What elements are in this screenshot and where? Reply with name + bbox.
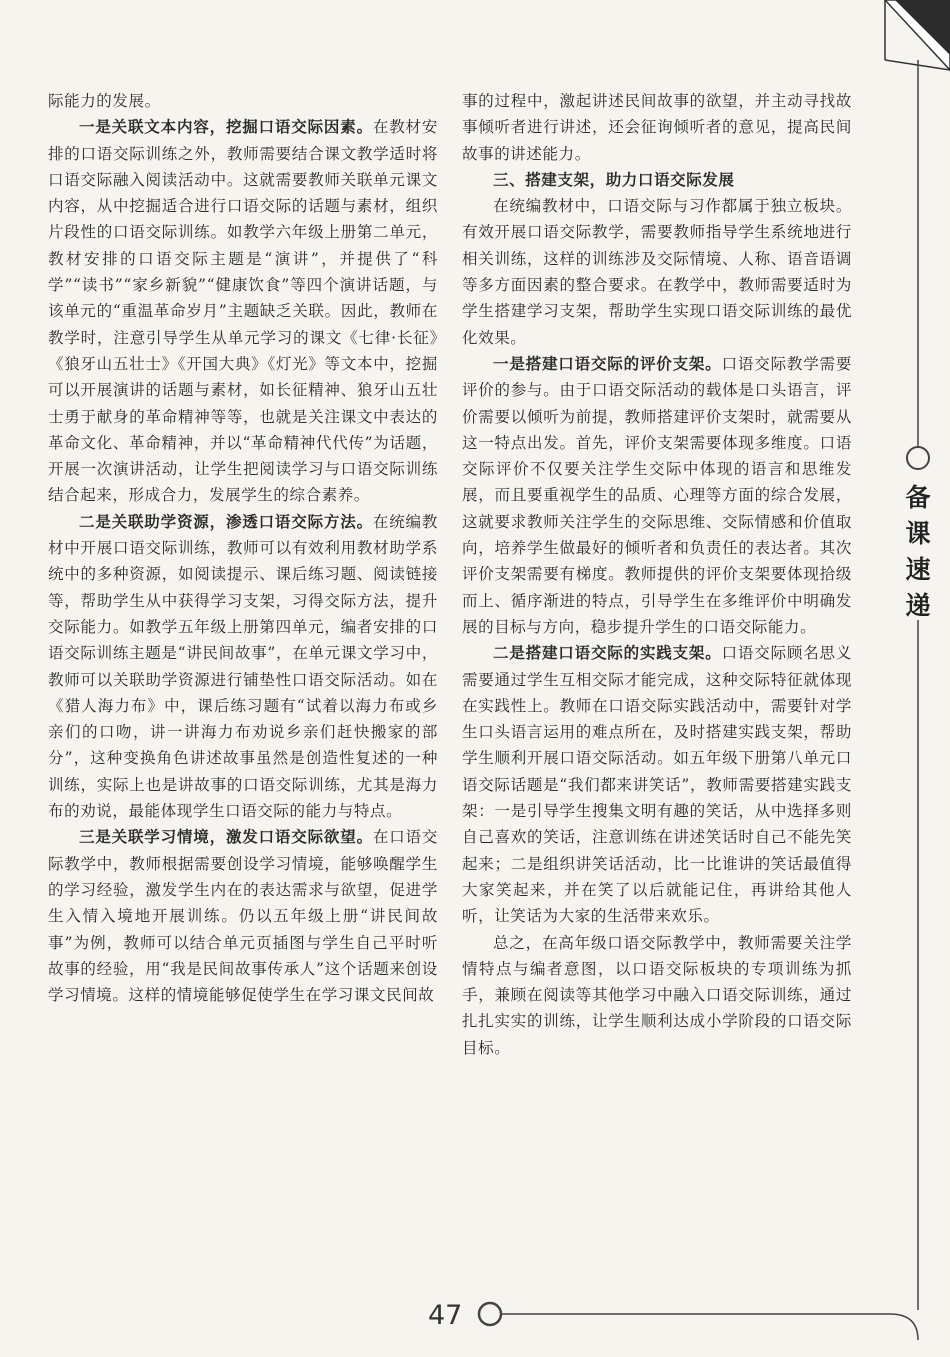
section-heading: 三、搭建支架，助力口语交际发展 <box>493 169 735 189</box>
page-number: 47 <box>428 1300 463 1331</box>
paragraph-3-lead: 三是关联学习情境，激发口语交际欲望。 <box>79 828 373 847</box>
corner-fold-icon <box>885 0 950 70</box>
paragraph-2-lead: 二是关联助学资源，渗透口语交际方法。 <box>79 512 373 531</box>
paragraph-3-body: 在口语交际教学中，教师根据需要创设学习情境，能够唤醒学生的学习经验，激发学生内在的表达需求与欲望，促进学生入情入境地开展训练。仍以五年级上册“讲民间故事”为例，教师可以结合单元页插图与学生自己平时听故事的经验，用“我是民间故事传承人”这个话题来创设学习情境。这样的情境能够促使学生在学习课文民间故 <box>48 828 438 1005</box>
paragraph-conclusion: 总之，在高年级口语交际教学中，教师需要关注学情特点与编者意图，以口语交际板块的专项训练为抓手，兼顾在阅读等其他学习中融入口语交际训练，通过扎扎实实的训练，让学生顺利达成小学阶段的口语交际目标。 <box>462 933 852 1057</box>
right-column <box>462 88 852 1061</box>
paragraph-practice-lead: 二是搭建口语交际的实践支架。 <box>493 644 722 663</box>
paragraph-2 <box>48 509 438 825</box>
paragraph-intro: 在统编教材中，口语交际与习作都属于独立板块。有效开展口语交际教学，需要教师指导学生系统地进行相关训练，这样的训练涉及交际情境、人称、语音语调等多方面因素的整合要求。在教学中，教师需要适时为学生搭建学习支架，帮助学生实现口语交际训练的最优化效果。 <box>462 197 852 347</box>
margin-circle-icon <box>907 447 929 469</box>
left-column <box>48 88 438 1008</box>
paragraph-continuation: 事的过程中，激起讲述民间故事的欲望，并主动寻找故事倾听者进行讲述，还会征询倾听者的意见，提高民间故事的讲述能力。 <box>462 92 852 163</box>
paragraph-practice <box>462 640 852 929</box>
paragraph-practice-body: 口语交际顾名思义需要通过学生互相交际才能完成，这种交际特征就体现在实践性上。教师在口语交际实践活动中，需要针对学生口头语言运用的难点所在，及时搭建实践支架，帮助学生顺利开展口语交际活动。如五年级下册第八单元口语交际话题是“我们都来讲笑话”，教师需要搭建实践支架：一是引导学生搜集文明有趣的笑话，从中选择多则自己喜欢的笑话，注意训练在讲述笑话时自己不能先笑起来；二是组织讲笑话活动，比一比谁讲的笑话最值得大家笑起来，并在笑了以后就能记住，再讲给其他人听，让笑话为大家的生活带来欢乐。 <box>462 644 852 926</box>
paragraph-evaluation-lead: 一是搭建口语交际的评价支架。 <box>493 354 722 373</box>
paragraph-3 <box>48 824 438 1008</box>
section-label: 备课速递 <box>905 483 931 620</box>
paragraph-evaluation <box>462 351 852 640</box>
footer-circle-icon <box>479 1303 501 1325</box>
paragraph-1-lead: 一是关联文本内容，挖掘口语交际因素。 <box>79 118 373 137</box>
paragraph-2-body: 在统编教材中开展口语交际训练，教师可以有效利用教材助学系统中的多种资源，如阅读提示、课后练习题、阅读链接等，帮助学生从中获得学习支架，习得交际方法，提升交际能力。如教学五年级上册第四单元，编者安排的口语交际训练主题是“讲民间故事”，在单元课文学习中，教师可以关联助学资源进行铺垫性口语交际活动。如在《猎人海力布》中，课后练习题有“试着以海力布或乡亲们的口吻，讲一讲海力布劝说乡亲们赶快搬家的部分”，这种变换角色讲述故事虽然是创造性复述的一种训练，实际上也是讲故事的口语交际训练，尤其是海力布的劝说，最能体现学生口语交际的能力与特点。 <box>48 512 438 821</box>
paragraph-continuation: 际能力的发展。 <box>48 92 161 110</box>
paragraph-1-body: 在教材安排的口语交际训练之外，教师需要结合课文教学适时将口语交际融入阅读活动中。这就需要教师关联单元课文内容，从中挖掘适合进行口语交际的话题与素材，组织片段性的口语交际训练。如教学六年级上册第二单元，教材安排的口语交际主题是“演讲”，并提供了“科学”“读书”“家乡新貌”“健康饮食”等四个演讲话题，与该单元的“重温革命岁月”主题缺乏关联。因此，教师在教学时，注意引导学生从单元学习的课文《七律·长征》《狼牙山五壮士》《开国大典》《灯光》等文本中，挖掘可以开展演讲的话题与素材，如长征精神、狼牙山五壮士勇于献身的革命精神等等，也就是关注课文中表达的革命文化、革命精神，并以“革命精神代代传”为话题，开展一次演讲活动，让学生把阅读学习与口语交际训练结合起来，形成合力，发展学生的综合素养。 <box>48 118 438 505</box>
paragraph-evaluation-body: 口语交际教学需要评价的参与。由于口语交际活动的载体是口头语言，评价需要以倾听为前提，教师搭建评价支架时，就需要从这一特点出发。首先，评价支架需要体现多维度。口语交际评价不仅要关注学生交际中体现的语言和思维发展，而且要重视学生的品质、心理等方面的综合发展，这就要求教师关注学生的交际思维、交际情感和价值取向，培养学生做最好的倾听者和负责任的表达者。其次评价支架需要有梯度。教师提供的评价支架要体现拾级而上、循序渐进的特点，引导学生在多维评价中明确发展的目标与方向，稳步提升学生的口语交际能力。 <box>462 354 852 636</box>
footer-rule <box>501 1314 918 1340</box>
paragraph-1 <box>48 114 438 508</box>
